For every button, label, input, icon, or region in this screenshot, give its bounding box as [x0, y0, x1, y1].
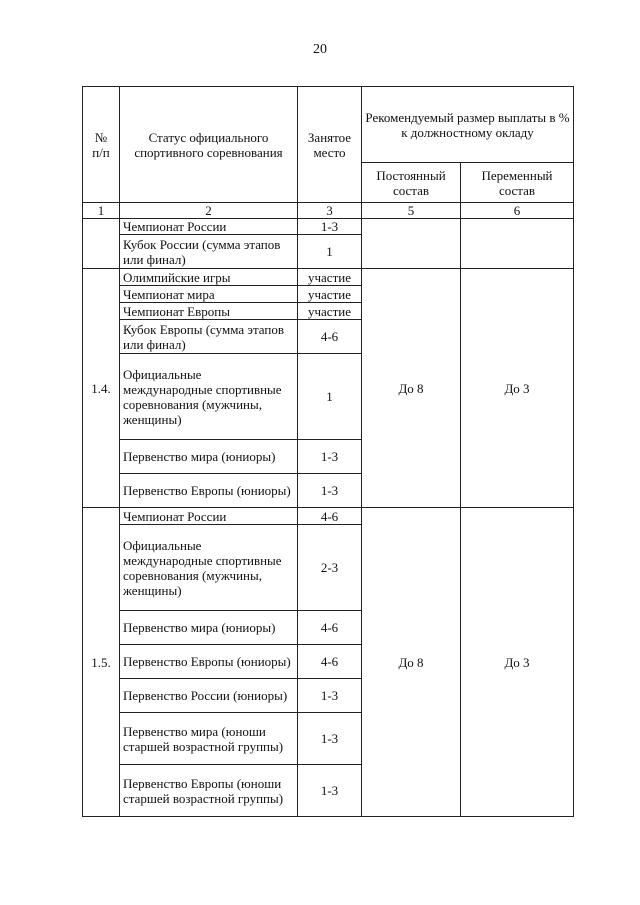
header-variable: Переменный состав [461, 163, 574, 203]
place-cell: 1-3 [298, 765, 362, 817]
numbering-cell: 1 [83, 203, 120, 219]
page-number: 20 [313, 42, 327, 57]
status-cell: Чемпионат мира [120, 286, 298, 303]
place-cell: 1-3 [298, 474, 362, 508]
table-row [83, 508, 574, 525]
numbering-row [83, 203, 574, 219]
place-cell: 2-3 [298, 525, 362, 611]
status-cell: Первенство Европы (юноши старшей возрастной группы) [120, 765, 298, 817]
numbering-cell: 6 [461, 203, 574, 219]
place-cell: 1 [298, 354, 362, 440]
permanent-value: До 8 [362, 508, 461, 817]
status-cell: Кубок России (сумма этапов или финал) [120, 235, 298, 269]
section-index: 1.4. [83, 269, 120, 508]
place-cell: 4-6 [298, 645, 362, 679]
index-cell-empty [83, 219, 120, 269]
status-cell: Официальные международные спортивные соревнования (мужчины, женщины) [120, 525, 298, 611]
status-cell: Первенство России (юниоры) [120, 679, 298, 713]
place-cell: 4-6 [298, 508, 362, 525]
status-cell: Официальные международные спортивные соревнования (мужчины, женщины) [120, 354, 298, 440]
place-cell: участие [298, 269, 362, 286]
permanent-value: До 8 [362, 269, 461, 508]
status-cell: Первенство мира (юниоры) [120, 440, 298, 474]
numbering-cell: 2 [120, 203, 298, 219]
header-status: Статус официального спортивного соревнования [120, 87, 298, 203]
status-cell: Первенство мира (юниоры) [120, 611, 298, 645]
header-num: № п/п [83, 87, 120, 203]
variable-value: До 3 [461, 269, 574, 508]
variable-value: До 3 [461, 508, 574, 817]
place-cell: 1-3 [298, 713, 362, 765]
place-cell: 1-3 [298, 679, 362, 713]
status-cell: Олимпийские игры [120, 269, 298, 286]
payment-table [82, 86, 574, 817]
status-cell: Первенство Европы (юниоры) [120, 474, 298, 508]
section-index: 1.5. [83, 508, 120, 817]
header-permanent: Постоянный состав [362, 163, 461, 203]
header-place: Занятое место [298, 87, 362, 203]
status-cell: Кубок Европы (сумма этапов или финал) [120, 320, 298, 354]
status-cell: Чемпионат России [120, 508, 298, 525]
numbering-cell: 3 [298, 203, 362, 219]
header-payment: Рекомендуемый размер выплаты в % к должностному окладу [362, 87, 574, 163]
place-cell: 1 [298, 235, 362, 269]
variable-cell-empty [461, 219, 574, 269]
status-cell: Чемпионат Европы [120, 303, 298, 320]
status-cell: Чемпионат России [120, 219, 298, 235]
status-cell: Первенство Европы (юниоры) [120, 645, 298, 679]
status-cell: Первенство мира (юноши старшей возрастной группы) [120, 713, 298, 765]
place-cell: 1-3 [298, 440, 362, 474]
table-row [83, 269, 574, 286]
place-cell: 4-6 [298, 611, 362, 645]
place-cell: участие [298, 286, 362, 303]
place-cell: 4-6 [298, 320, 362, 354]
place-cell: участие [298, 303, 362, 320]
numbering-cell: 5 [362, 203, 461, 219]
place-cell: 1-3 [298, 219, 362, 235]
permanent-cell-empty [362, 219, 461, 269]
table-row [83, 219, 574, 235]
